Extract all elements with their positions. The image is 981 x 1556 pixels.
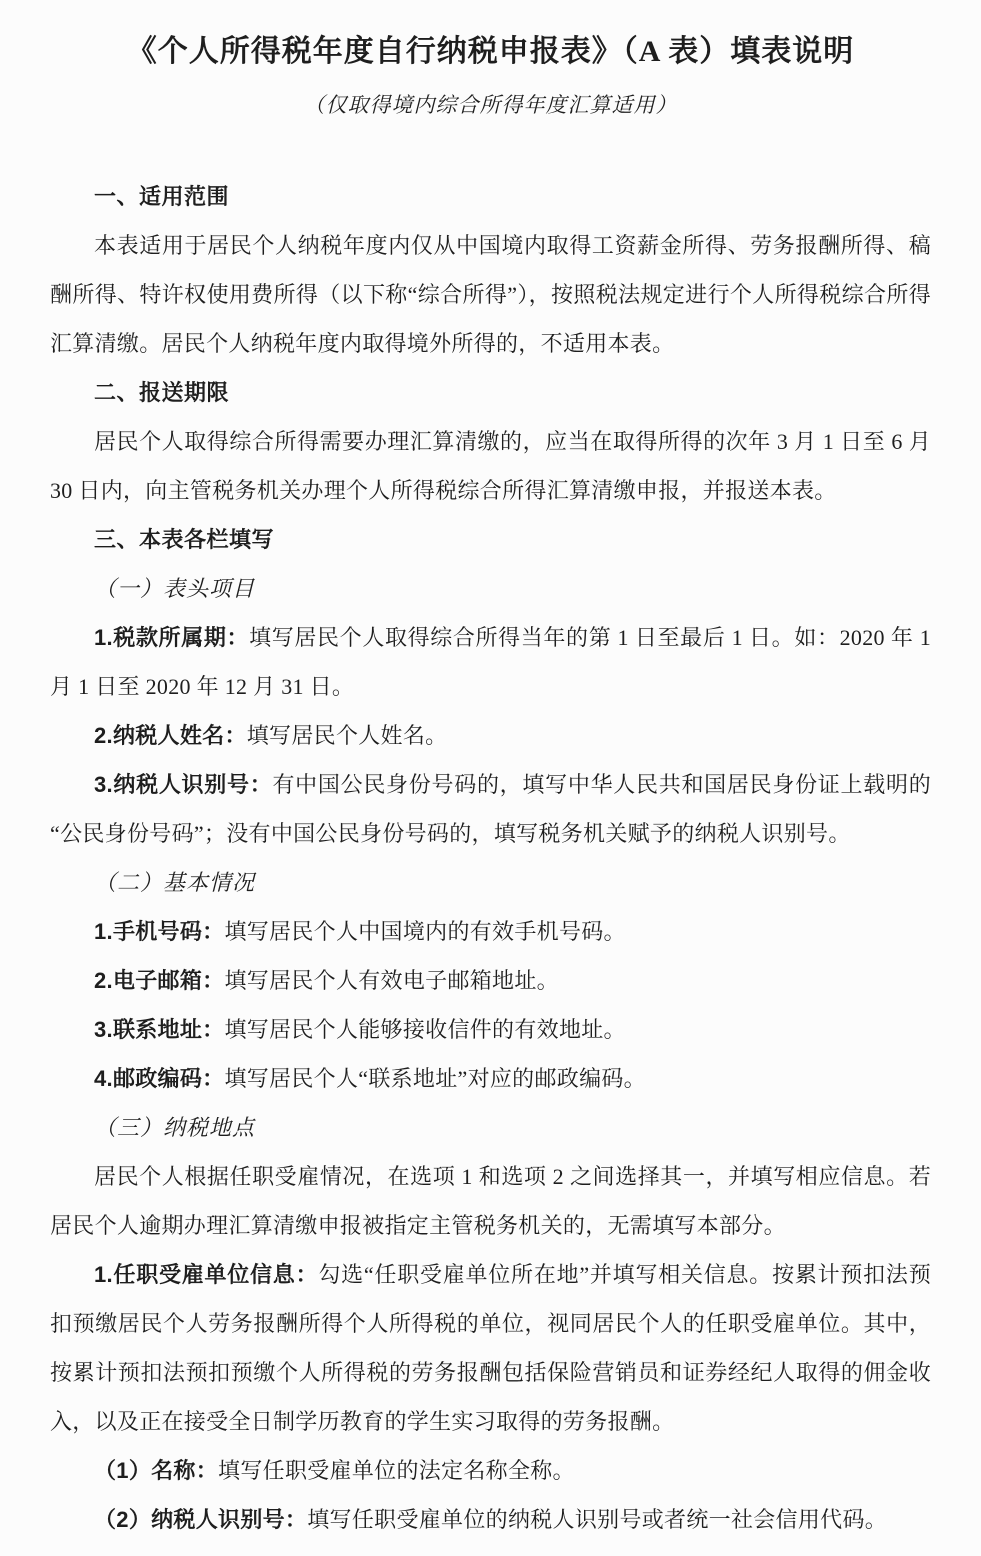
item-mobile-text: 填写居民个人中国境内的有效手机号码。 [224,919,626,944]
item-employer-info-label: 1.任职受雇单位信息： [94,1262,319,1287]
item-employer-taxid-label: （2）纳税人识别号： [94,1507,308,1532]
item-tax-period-text: 填写居民个人取得综合所得当年的第 1 日至最后 1 日。如：2020 年 1 月 1 日至 2020 年 12 月 31 日。 [50,625,932,699]
item-taxpayer-id [50,760,931,858]
doc-subtitle: （仅取得境内综合所得年度汇算适用） [303,93,678,117]
item-employer-taxid [50,1495,931,1544]
item-tax-period [50,613,931,711]
item-employer-name-text: 填写任职受雇单位的法定名称全称。 [218,1458,575,1483]
doc-title: 《个人所得税年度自行纳税申报表》（A 表）填表说明 [126,35,855,68]
item-mobile [50,907,931,956]
item-employer-info-text: 勾选“任职受雇单位所在地”并填写相关信息。按累计预扣法预扣预缴居民个人劳务报酬所得个人所得税的单位，视同居民个人的任职受雇单位。其中，按累计预扣法预扣预缴个人所得税的劳务报酬包括保险营销员和证券经纪人取得的佣金收入，以及正在接受全日制学历教育的学生实习取得的劳务报酬。 [50,1262,931,1434]
item-postcode-label: 4.邮政编码： [94,1066,225,1091]
item-address [50,1005,931,1054]
subsection-heading-header-items: （一）表头项目 [94,576,256,601]
item-employer-name-label: （1）名称： [94,1458,219,1483]
section-heading-scope: 一、适用范围 [94,184,230,209]
item-email-text: 填写居民个人有效电子邮箱地址。 [224,968,559,993]
item-taxpayer-name-text: 填写居民个人姓名。 [246,723,448,748]
item-email [50,956,931,1005]
item-employer-taxid-text: 填写任职受雇单位的纳税人识别号或者统一社会信用代码。 [307,1507,888,1532]
item-address-label: 3.联系地址： [94,1017,225,1042]
item-postcode-text: 填写居民个人“联系地址”对应的邮政编码。 [224,1066,646,1091]
subsection-heading-basic-info: （二）基本情况 [94,870,256,895]
document-content [0,30,981,1544]
paragraph-deadline: 居民个人取得综合所得需要办理汇算清缴的，应当在取得所得的次年 3 月 1 日至 6 月 30 日内，向主管税务机关办理个人所得税综合所得汇算清缴申报，并报送本表。 [50,429,931,503]
item-email-label: 2.电子邮箱： [94,968,225,993]
item-taxpayer-id-text: 有中国公民身份号码的，填写中华人民共和国居民身份证上载明的“公民身份号码”；没有中国公民身份号码的，填写税务机关赋予的纳税人识别号。 [50,772,931,846]
item-taxpayer-id-label: 3.纳税人识别号： [94,772,273,797]
item-postcode [50,1054,931,1103]
paragraph-scope: 本表适用于居民个人纳税年度内仅从中国境内取得工资薪金所得、劳务报酬所得、稿酬所得、特许权使用费所得（以下称“综合所得”），按照税法规定进行个人所得税综合所得汇算清缴。居民个人纳税年度内取得境外所得的，不适用本表。 [50,233,931,356]
item-taxpayer-name [50,711,931,760]
item-tax-period-label: 1.税款所属期： [94,625,250,650]
item-taxpayer-name-label: 2.纳税人姓名： [94,723,247,748]
section-heading-filling: 三、本表各栏填写 [94,527,275,552]
doc-body [50,172,931,1544]
item-employer-name [50,1446,931,1495]
subsection-heading-tax-location: （三）纳税地点 [94,1115,256,1140]
item-address-text: 填写居民个人能够接收信件的有效地址。 [224,1017,626,1042]
item-mobile-label: 1.手机号码： [94,919,225,944]
paragraph-tax-location-intro: 居民个人根据任职受雇情况，在选项 1 和选项 2 之间选择其一，并填写相应信息。若居民个人逾期办理汇算清缴申报被指定主管税务机关的，无需填写本部分。 [50,1164,931,1238]
section-heading-deadline: 二、报送期限 [94,380,230,405]
item-employer-info [50,1250,931,1446]
